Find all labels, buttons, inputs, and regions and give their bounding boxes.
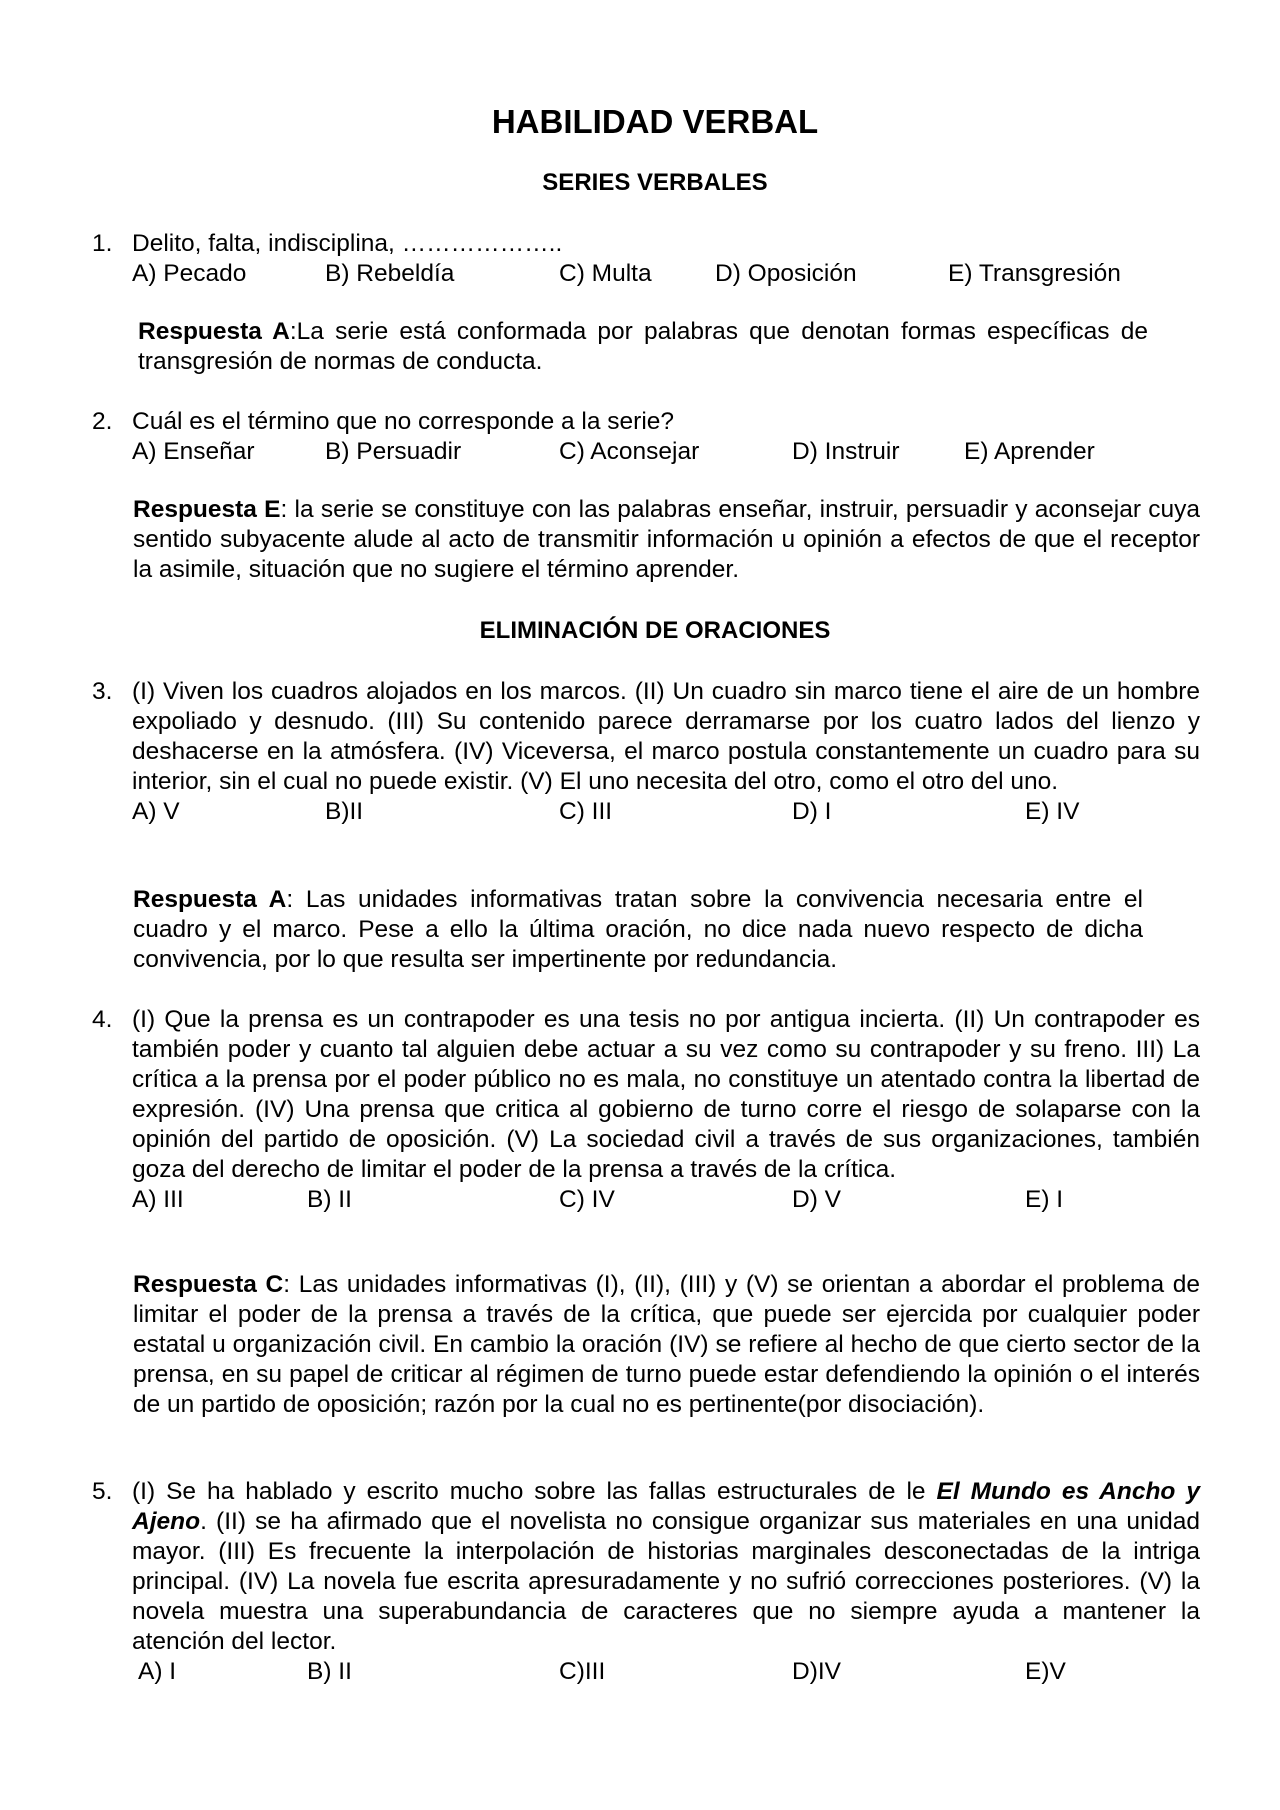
answer-1 — [138, 317, 1148, 377]
option-c: C) Aconsejar — [559, 438, 700, 465]
options-row — [138, 1657, 1200, 1687]
answer-label: Respuesta C — [133, 1271, 284, 1298]
option-d: D) I — [792, 798, 832, 825]
option-a: A) I — [138, 1658, 177, 1685]
options-row — [132, 437, 1200, 467]
section-heading-series: SERIES VERBALES — [542, 169, 768, 196]
question-number: 1. — [92, 230, 113, 257]
options-row — [132, 1185, 1200, 1215]
option-a: A) V — [132, 798, 180, 825]
answer-label: Respuesta A — [133, 886, 287, 913]
question-text: (I) Que la prensa es un contrapoder es una tesis no por antigua incierta. (II) Un contrapoder es también poder y cuanto tal alguien debe actuar a su vez como su contrapoder y su freno. III) La crítica a la prensa por el poder público no es mala, no constituye un atentado contra la libertad de expresión. (IV) Una prensa que critica al gobierno de turno corre el riesgo de solaparse con la opinión del partido de oposición. (V) La sociedad civil a través de sus organizaciones, también goza del derecho de limitar el poder de la prensa a través de la crítica. — [132, 1006, 1200, 1183]
option-a: A) Enseñar — [132, 438, 255, 465]
question-text-part: . (II) se ha afirmado que el novelista no consigue organizar sus materiales en una unidad mayor. (III) Es frecuente la interpolación de historias marginales desconectadas de la intriga principal. (IV) La novela fue escrita apresuradamente y no sufrió correcciones posteriores. (V) la novela muestra una superabundancia de caracteres que no siempre ayuda a mantener la atención del lector. — [132, 1508, 1200, 1655]
question-text: (I) Viven los cuadros alojados en los marcos. (II) Un cuadro sin marco tiene el aire de un hombre expoliado y desnudo. (III) Su contenido parece derramarse por los cuatro lados del lienzo y deshacerse en la atmósfera. (IV) Viceversa, el marco postula constantemente un cuadro para su interior, sin el cual no puede existir. (V) El uno necesita del otro, como el otro del uno. — [132, 678, 1200, 795]
question-text — [132, 1477, 1200, 1657]
answer-4 — [133, 1270, 1200, 1420]
answer-label: Respuesta E — [133, 496, 281, 523]
options-row — [132, 797, 1200, 827]
option-e: E) IV — [1025, 798, 1080, 825]
answer-text: : Las unidades informativas (I), (II), (III) y (V) se orientan a abordar el problema de limitar el poder de la prensa a través de la crítica, que puede ser ejercida por cualquier poder estatal u organización civil. En cambio la oración (IV) se refiere al hecho de que cierto sector de la prensa, en su papel de criticar al régimen de turno puede estar defendiendo la opinión o el interés de un partido de oposición; razón por la cual no es pertinente(por disociación). — [133, 1271, 1200, 1418]
question-2 — [92, 407, 1200, 467]
section-heading-eliminacion: ELIMINACIÓN DE ORACIONES — [479, 617, 831, 644]
answer-label: Respuesta A — [138, 318, 290, 345]
question-number: 4. — [92, 1006, 113, 1033]
option-e: E) I — [1025, 1186, 1064, 1213]
option-d: D) Oposición — [715, 260, 857, 287]
question-text: Delito, falta, indisciplina, ……………….. — [132, 230, 563, 257]
option-b: B) Rebeldía — [325, 260, 455, 287]
question-4 — [92, 1005, 1200, 1215]
option-b: B)II — [325, 798, 364, 825]
page-title: HABILIDAD VERBAL — [491, 103, 819, 140]
option-a: A) Pecado — [132, 260, 247, 287]
option-d: D) Instruir — [792, 438, 900, 465]
option-c: C)III — [559, 1658, 606, 1685]
option-e: E) Aprender — [964, 438, 1095, 465]
book-title: El Mundo es Ancho y Ajeno — [132, 1478, 1200, 1535]
question-number: 5. — [92, 1478, 113, 1505]
question-3 — [92, 677, 1200, 827]
answer-text: : Las unidades informativas tratan sobre la convivencia necesaria entre el cuadro y el marco. Pese a ello la última oración, no dice nada nuevo respecto de dicha convivencia, por lo que resulta ser impertinente por redundancia. — [133, 886, 1143, 973]
question-text-part: (I) Se ha hablado y escrito mucho sobre las fallas estructurales de le — [132, 1478, 937, 1505]
question-text: Cuál es el término que no corresponde a la serie? — [132, 408, 675, 435]
option-e: E)V — [1025, 1658, 1066, 1685]
question-5 — [92, 1477, 1200, 1687]
option-c: C) III — [559, 798, 613, 825]
options-row — [132, 259, 1200, 289]
answer-text: :La serie está conformada por palabras que denotan formas específicas de transgresión de normas de conducta. — [138, 318, 1148, 375]
option-d: D) V — [792, 1186, 841, 1213]
answer-2 — [133, 495, 1200, 585]
option-b: B) Persuadir — [325, 438, 462, 465]
answer-text: : la serie se constituye con las palabras enseñar, instruir, persuadir y aconsejar cuya sentido subyacente alude al acto de transmitir información u opinión a efectos de que el receptor la asimile, situación que no sugiere el término aprender. — [133, 496, 1200, 583]
option-c: C) Multa — [559, 260, 652, 287]
question-1 — [92, 229, 1200, 289]
option-c: C) IV — [559, 1186, 615, 1213]
answer-3 — [133, 885, 1143, 975]
option-b: B) II — [307, 1186, 352, 1213]
question-number: 3. — [92, 678, 113, 705]
option-b: B) II — [307, 1658, 352, 1685]
question-number: 2. — [92, 408, 113, 435]
option-d: D)IV — [792, 1658, 841, 1685]
option-a: A) III — [132, 1186, 184, 1213]
option-e: E) Transgresión — [948, 260, 1121, 287]
